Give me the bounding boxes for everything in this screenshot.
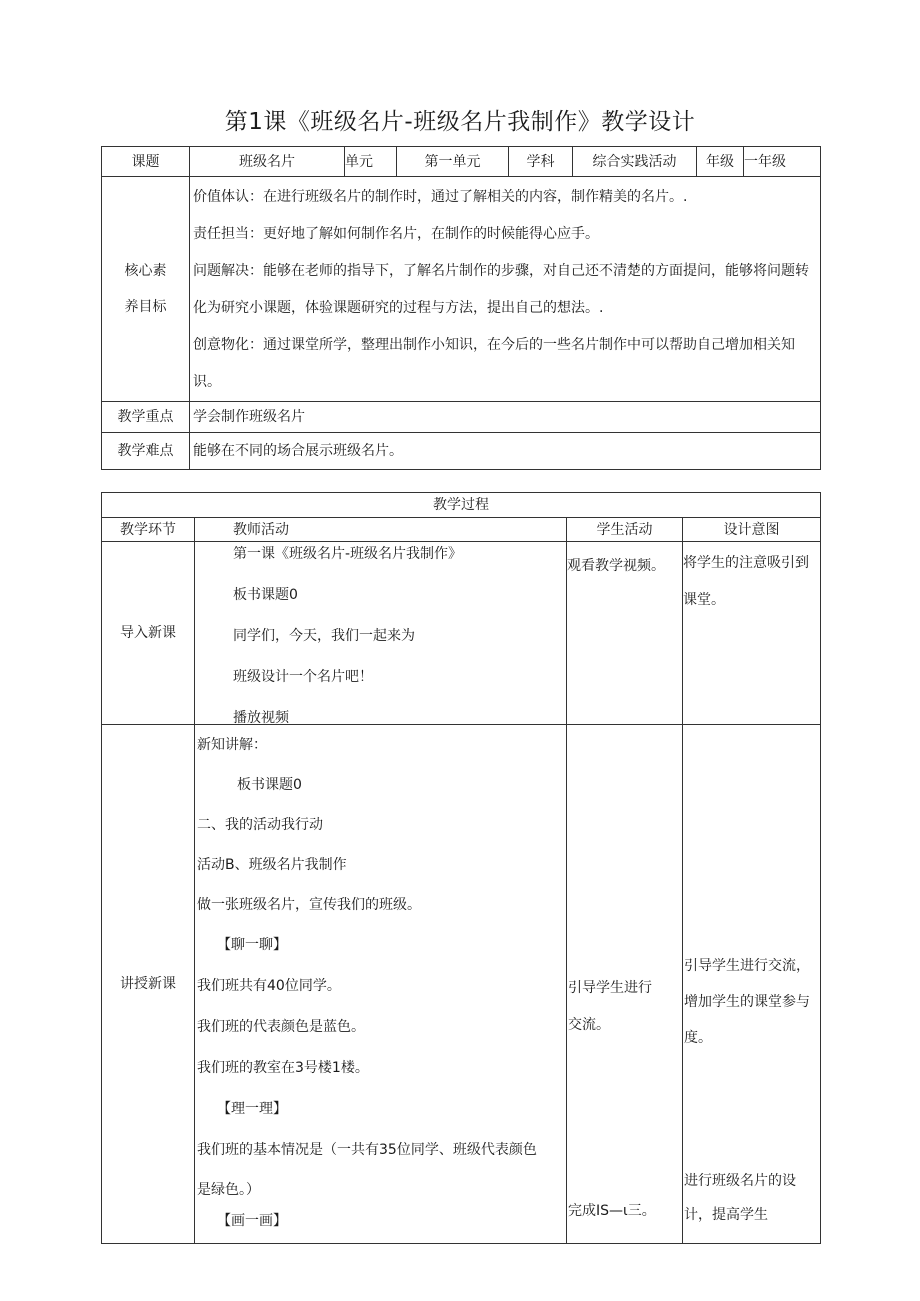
intro-teacher-line: 板书课题0 — [233, 587, 298, 603]
intro-stage: 导入新课 — [102, 542, 195, 725]
objective-responsibility: 责任担当：更好地了解如何制作名片，在制作的时候能得心应手。 — [193, 226, 599, 242]
teach-teacher-line: 活动B、班级名片我制作 — [197, 857, 347, 873]
objective-problem-solving: 问题解决：能够在老师的指导下，了解名片制作的步骤，对自己还不清楚的方面提问，能够将问题转化为研究小课题，体验课题研究的过程与方法，提出自己的想法。. — [193, 263, 809, 316]
intro-student: 观看教学视频。 — [567, 542, 683, 725]
objective-value: 价值体认：在进行班级名片的制作时，通过了解相关的内容，制作精美的名片。. — [193, 189, 688, 205]
process-title: 教学过程 — [102, 493, 821, 518]
header-stage: 教学环节 — [102, 518, 195, 542]
key-point-value: 学会制作班级名片 — [190, 402, 821, 433]
teach-intent — [683, 725, 821, 1244]
intro-teacher-line: 第一课《班级名片-班级名片我制作》 — [233, 546, 463, 562]
teach-teacher-line: 我们班共有40位同学。 — [197, 978, 341, 994]
teach-student-text-2: 完成IS—ι三。 — [568, 1203, 656, 1219]
teach-teacher-line: 我们班的代表颜色是蓝色。 — [197, 1019, 365, 1035]
key-point-label: 教学重点 — [102, 402, 190, 433]
page-title: 第1课《班级名片-班级名片我制作》教学设计 — [224, 109, 696, 135]
subject-label: 学科 — [509, 147, 573, 177]
unit-label: 单元 — [345, 147, 397, 177]
topic-label: 课题 — [102, 147, 190, 177]
teach-stage: 讲授新课 — [102, 725, 195, 1244]
intro-intent-text: 将学生的注意吸引到课堂。 — [683, 555, 809, 608]
teach-teacher-line: 新知讲解： — [197, 737, 267, 753]
difficulty-label: 教学难点 — [102, 433, 190, 470]
core-label-line1: 核心素 — [124, 263, 167, 279]
difficulty-value: 能够在不同的场合展示班级名片。 — [190, 433, 821, 470]
grade-value: 一年级 — [744, 147, 821, 177]
intro-teacher-line: 同学们，今天，我们一起来为 — [233, 628, 415, 644]
intro-teacher-line: 班级设计一个名片吧！ — [233, 669, 373, 685]
teach-student — [567, 725, 683, 1244]
teach-teacher — [195, 725, 567, 1244]
header-teacher: 教师活动 — [195, 518, 567, 542]
grade-label: 年级 — [697, 147, 744, 177]
intro-intent — [683, 542, 821, 725]
teach-intent-text-2: 进行班级名片的设计，提高学生 — [684, 1173, 796, 1223]
header-student: 学生活动 — [567, 518, 683, 542]
teach-teacher-line: 做一张班级名片，宣传我们的班级。 — [197, 897, 421, 913]
process-table — [101, 492, 821, 1244]
teach-student-text-1: 引导学生进行交流。 — [568, 980, 652, 1033]
core-objectives-content — [190, 177, 821, 402]
teach-teacher-line: 我们班的教室在3号楼1楼。 — [197, 1060, 369, 1076]
overview-table — [101, 146, 821, 470]
objective-creativity: 创意物化：通过课堂所学，整理出制作小知识，在今后的一些名片制作中可以帮助自己增加相关知识。 — [193, 337, 795, 390]
topic-value: 班级名片 — [190, 147, 345, 177]
teach-teacher-line: 二、我的活动我行动 — [197, 817, 323, 833]
teach-teacher-line: 【聊一聊】 — [217, 937, 287, 953]
teach-teacher-line: 板书课题0 — [237, 777, 302, 793]
intro-teacher-line: 播放视频 — [233, 710, 289, 724]
intro-teacher — [195, 542, 567, 725]
header-intent: 设计意图 — [683, 518, 821, 542]
teach-intent-text-1: 引导学生进行交流，增加学生的课堂参与度。 — [684, 958, 810, 1046]
teach-teacher-line: 【理一理】 — [217, 1101, 287, 1117]
teach-teacher-line: 【画一画】 — [217, 1213, 287, 1229]
unit-value: 第一单元 — [397, 147, 509, 177]
core-objectives-label — [102, 177, 190, 402]
teach-teacher-line: 我们班的基本情况是（一共有35位同学、班级代表颜色是绿色。） — [197, 1142, 537, 1198]
core-label-line2: 养目标 — [124, 299, 167, 315]
subject-value: 综合实践活动 — [573, 147, 697, 177]
